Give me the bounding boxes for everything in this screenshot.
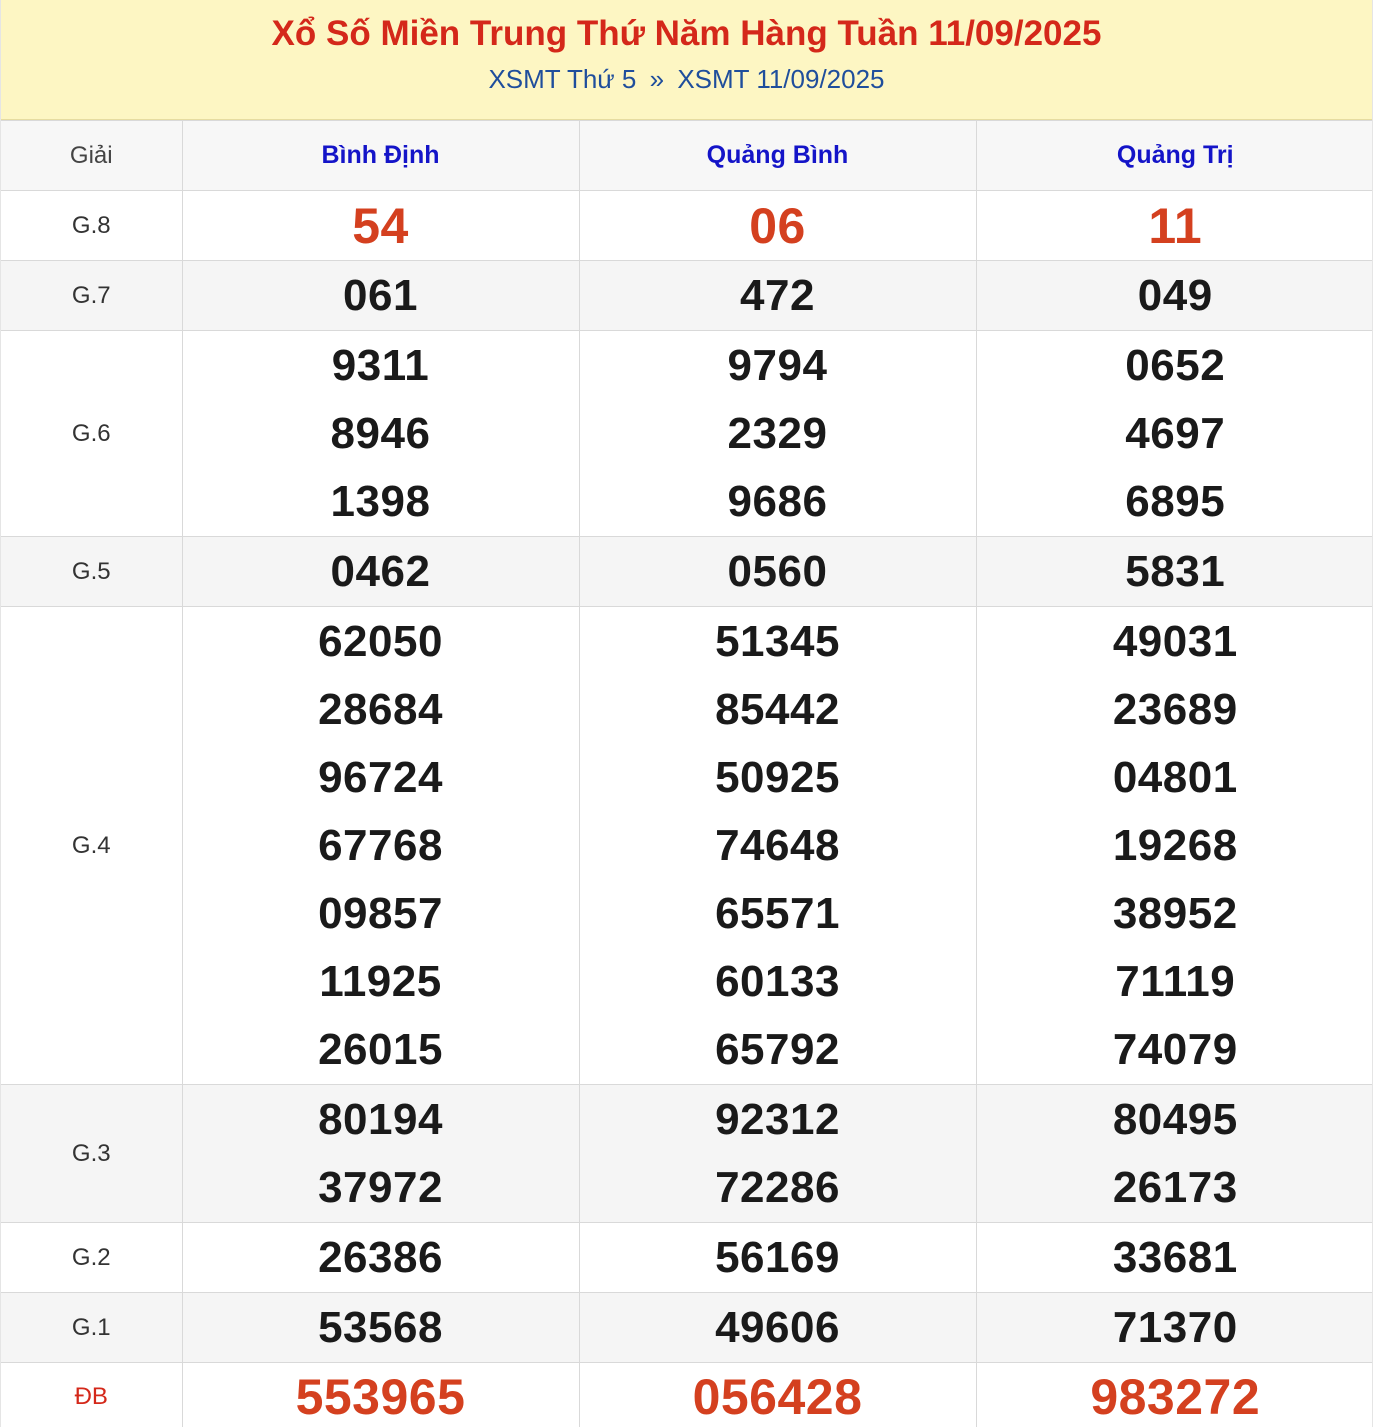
result-number: 80194	[318, 1094, 443, 1144]
province-header-quang-binh[interactable]: Quảng Bình	[579, 121, 976, 191]
result-number: 56169	[715, 1232, 840, 1282]
result-number: 67768	[318, 820, 443, 870]
result-number: 11925	[319, 956, 442, 1006]
result-number: 60133	[715, 956, 840, 1006]
result-number: 71370	[1112, 1302, 1238, 1352]
table-row-g4	[1, 607, 1373, 1085]
breadcrumb-separator: »	[649, 64, 665, 94]
result-number: 53568	[318, 1302, 443, 1352]
result-number: 28684	[318, 684, 443, 734]
result-number: 04801	[1112, 752, 1238, 802]
result-number: 0462	[330, 546, 431, 596]
prize-label: G.5	[1, 537, 182, 607]
result-cell	[976, 261, 1373, 331]
result-cell	[579, 261, 976, 331]
result-cell	[976, 607, 1373, 1085]
result-number: 0652	[1125, 340, 1226, 390]
result-number: 96724	[318, 752, 443, 802]
result-cell	[182, 331, 579, 537]
prize-label: G.7	[1, 261, 182, 331]
result-cell	[976, 1293, 1373, 1363]
prize-label: G.8	[1, 191, 182, 261]
result-number: 49031	[1112, 616, 1238, 666]
result-number: 9794	[727, 340, 828, 390]
result-number: 4697	[1125, 408, 1226, 458]
result-number: 5831	[1125, 546, 1226, 596]
result-number: 1398	[330, 476, 431, 526]
result-number: 9686	[727, 476, 828, 526]
result-number: 061	[343, 270, 418, 320]
result-number: 06	[749, 197, 806, 254]
result-number: 26386	[318, 1232, 443, 1282]
table-row-g1	[1, 1293, 1373, 1363]
breadcrumb-link-weekday[interactable]: XSMT Thứ 5	[488, 64, 637, 94]
special-prize-number: 056428	[692, 1369, 863, 1425]
result-cell	[579, 537, 976, 607]
result-cell	[976, 537, 1373, 607]
result-number: 26173	[1112, 1162, 1238, 1212]
prize-label: G.3	[1, 1085, 182, 1223]
table-row-g3	[1, 1085, 1373, 1223]
result-number: 049	[1137, 270, 1213, 320]
result-cell	[182, 191, 579, 261]
result-number: 6895	[1125, 476, 1226, 526]
result-number: 50925	[715, 752, 840, 802]
prize-label: G.4	[1, 607, 182, 1085]
result-table	[1, 120, 1373, 1427]
breadcrumb	[1, 64, 1372, 94]
province-header-quang-tri[interactable]: Quảng Trị	[976, 121, 1373, 191]
result-cell	[579, 1085, 976, 1223]
table-row-special	[1, 1363, 1373, 1427]
result-cell	[976, 331, 1373, 537]
result-cell	[976, 1085, 1373, 1223]
result-number: 2329	[727, 408, 828, 458]
result-number: 19268	[1112, 820, 1238, 870]
table-row-g8	[1, 191, 1373, 261]
result-number: 62050	[318, 616, 443, 666]
province-header-binh-dinh[interactable]: Bình Định	[182, 121, 579, 191]
result-number: 8946	[330, 408, 431, 458]
result-number: 71119	[1115, 956, 1236, 1006]
result-cell	[976, 1363, 1373, 1427]
result-number: 37972	[318, 1162, 443, 1212]
result-number: 49606	[715, 1302, 840, 1352]
result-cell	[976, 191, 1373, 261]
result-number: 11	[1148, 197, 1203, 254]
result-cell	[182, 1085, 579, 1223]
result-number: 51345	[715, 616, 840, 666]
result-number: 38952	[1112, 888, 1238, 938]
table-row-g5	[1, 537, 1373, 607]
result-cell	[976, 1223, 1373, 1293]
result-cell	[579, 1363, 976, 1427]
result-number: 74079	[1112, 1024, 1238, 1074]
result-cell	[182, 261, 579, 331]
table-row-g2	[1, 1223, 1373, 1293]
prize-column-header: Giải	[1, 121, 182, 191]
result-cell	[579, 1223, 976, 1293]
result-number: 80495	[1112, 1094, 1238, 1144]
result-number: 9311	[331, 340, 430, 390]
result-cell	[182, 1223, 579, 1293]
result-number: 74648	[715, 820, 840, 870]
page-title: Xổ Số Miền Trung Thứ Năm Hàng Tuần 11/09/2025	[271, 14, 1102, 53]
breadcrumb-link-date[interactable]: XSMT 11/09/2025	[677, 64, 885, 94]
result-cell	[182, 1363, 579, 1427]
table-header-row	[1, 121, 1373, 191]
result-cell	[182, 537, 579, 607]
result-number: 33681	[1112, 1232, 1238, 1282]
result-number: 72286	[715, 1162, 840, 1212]
result-number: 65792	[715, 1024, 840, 1074]
result-number: 65571	[715, 888, 840, 938]
prize-label-special: ĐB	[1, 1363, 182, 1427]
result-cell	[182, 1293, 579, 1363]
result-cell	[182, 607, 579, 1085]
table-row-g7	[1, 261, 1373, 331]
result-cell	[579, 607, 976, 1085]
result-number: 85442	[715, 684, 840, 734]
prize-label: G.1	[1, 1293, 182, 1363]
special-prize-number: 983272	[1090, 1369, 1261, 1425]
result-number: 09857	[318, 888, 443, 938]
table-row-g6	[1, 331, 1373, 537]
result-number: 54	[352, 197, 409, 254]
prize-label: G.6	[1, 331, 182, 537]
result-number: 92312	[715, 1094, 840, 1144]
result-number: 472	[740, 270, 815, 320]
result-number: 26015	[318, 1024, 443, 1074]
result-cell	[579, 331, 976, 537]
result-cell	[579, 1293, 976, 1363]
prize-label: G.2	[1, 1223, 182, 1293]
result-cell	[579, 191, 976, 261]
result-number: 23689	[1112, 684, 1238, 734]
result-header	[1, 0, 1372, 120]
special-prize-number: 553965	[295, 1369, 466, 1425]
result-number: 0560	[727, 546, 828, 596]
